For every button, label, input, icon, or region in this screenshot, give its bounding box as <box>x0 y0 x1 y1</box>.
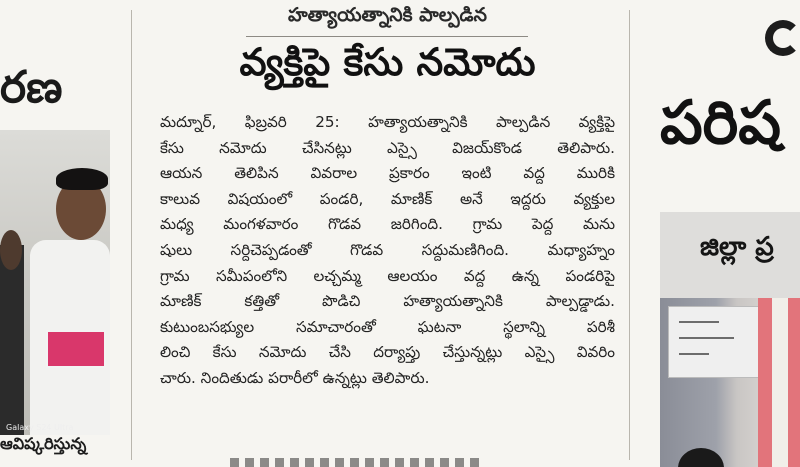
body-line: మద్నూర్, ఫిబ్రవరి 25: హత్యాయత్నానికి పాల్పడిన వ్యక్తిపై <box>160 113 615 131</box>
body-line: కేసు నమోదు చేసినట్లు ఎస్సై విజయ్‌కొండ తెలిపారు. <box>160 138 615 157</box>
body-line: మధ్య మంగళవారం గొడవ జరిగింది. గ్రామ పెద్ద మను <box>160 215 615 234</box>
right-column-photo <box>660 298 800 467</box>
body-line: ఆయన తెలిపిన వివరాల ప్రకారం ఇంటి వద్ద మురికి <box>160 164 615 183</box>
left-column-headline: రణ <box>0 62 63 113</box>
body-line: లించి కేసు నమోదు చేసి దర్యాప్తు చేస్తున్నట్లు ఎస్సై వివరిం <box>160 343 615 362</box>
body-line: కాలువ విషయంలో పండరి, మాణిక్ అనే ఇద్దరు వ్యక్తుల <box>160 189 615 208</box>
body-line: చారు. నిందితుడు పరారీలో ఉన్నట్లు తెలిపారు. <box>160 368 430 387</box>
left-column-photo <box>0 130 110 435</box>
article-body <box>160 110 615 392</box>
body-line: కుటుంబసభ్యుల సమాచారంతో ఘటనా స్థలాన్ని పరిశీ <box>160 317 615 336</box>
right-column-subhead: జిల్లా ప్ర <box>700 232 774 262</box>
body-line: మాణిక్ కత్తితో పొడిచి హత్యాయత్నానికి పాల్పడ్డాడు. <box>160 292 615 311</box>
body-line: గ్రామ సమీపంలోని లచ్చమ్మ ఆలయం వద్ద ఉన్న పండరిపై <box>160 266 615 285</box>
body-line: షులు సర్దిచెప్పడంతో గొడవ సద్దుమణిగింది. మధ్యాహ్నం <box>160 240 615 259</box>
kicker-underline <box>246 36 528 37</box>
column-divider-right <box>629 10 630 460</box>
right-column-headline: పరిష <box>660 88 782 158</box>
left-photo-caption: ఆవిష్కరిస్తున్న <box>0 434 87 453</box>
photo-credit: Galaxy S24 Ultra <box>6 423 74 432</box>
article-kicker: హత్యాయత్నానికి పాల్పడిన <box>288 4 487 26</box>
next-article-cutoff <box>230 458 480 467</box>
right-column-cut-glyph <box>765 20 800 56</box>
column-divider-left <box>131 10 132 460</box>
article-headline: వ్యక్తిపై కేసు నమోదు <box>239 40 536 84</box>
